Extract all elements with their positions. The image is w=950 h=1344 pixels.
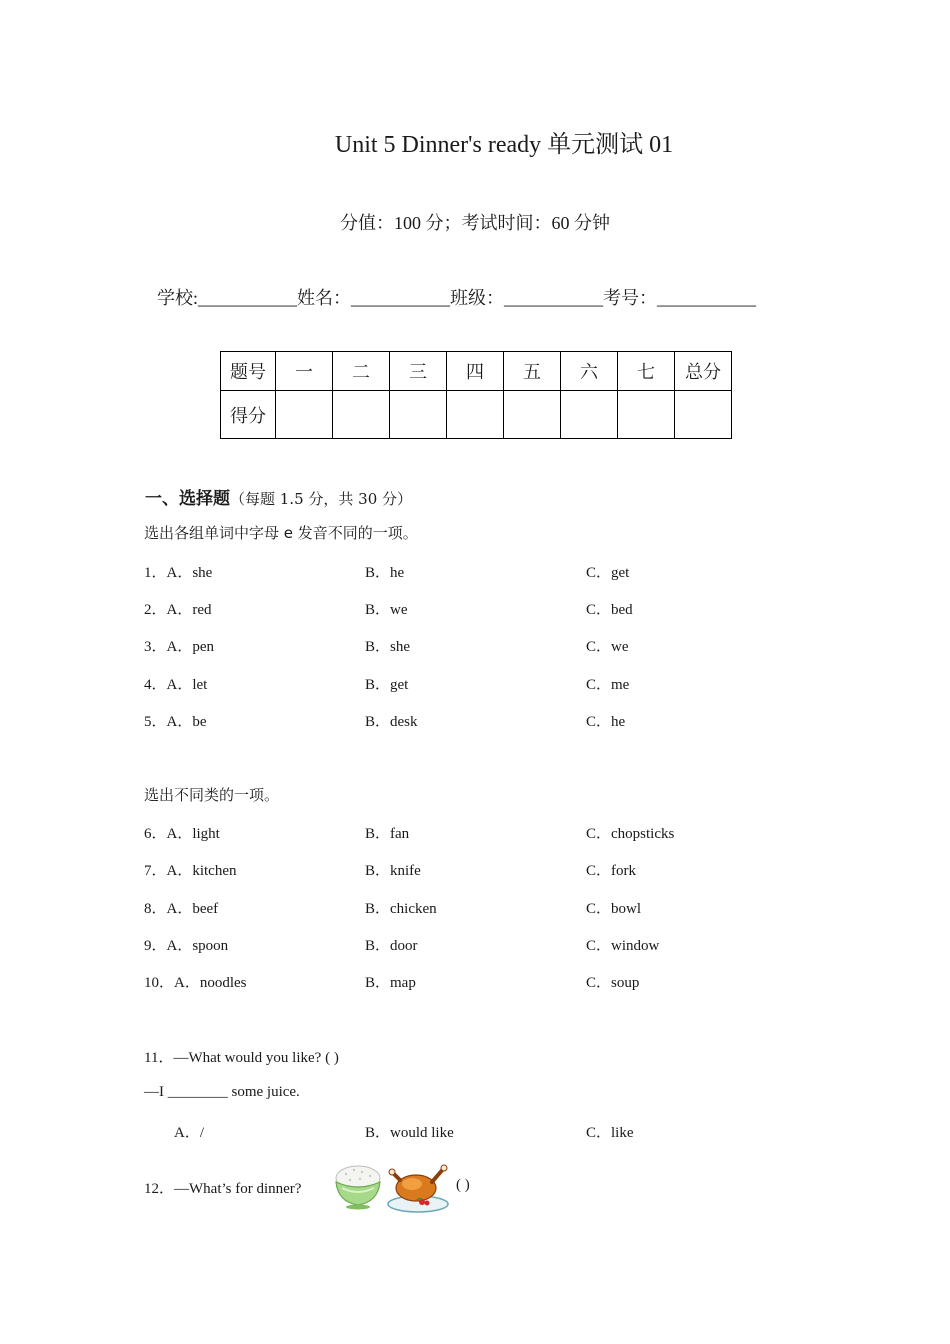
option-c[interactable]: C．bowl xyxy=(586,901,642,917)
option-b[interactable]: B．fan xyxy=(365,826,410,842)
option-c[interactable]: C．bed xyxy=(586,602,633,618)
section-heading-label: 一、选择题 xyxy=(145,489,230,509)
question-11-sentence: —I ________ some juice. xyxy=(144,1084,300,1100)
option-a[interactable]: 3．A．pen xyxy=(144,639,214,655)
option-b[interactable]: B．chicken xyxy=(365,901,437,917)
score-input-cell[interactable] xyxy=(447,391,504,439)
question-12-stem: 12．—What’s for dinner? xyxy=(144,1181,302,1197)
option-c[interactable]: C．like xyxy=(586,1125,634,1141)
student-info-line: 学校:___________姓名：___________班级：___________考号：___________ xyxy=(157,288,756,308)
score-table-cell: 二 xyxy=(333,352,390,391)
score-table-cell: 六 xyxy=(561,352,618,391)
section-heading-note: （每题 1.5 分，共 30 分） xyxy=(230,490,413,508)
option-c[interactable]: C．me xyxy=(586,677,630,693)
instruction-text: 选出各组单词中字母 e 发音不同的一项。 xyxy=(144,524,418,542)
option-c[interactable]: C．we xyxy=(586,639,629,655)
score-input-cell[interactable] xyxy=(390,391,447,439)
option-b[interactable]: B．he xyxy=(365,565,405,581)
score-table-cell: 七 xyxy=(618,352,675,391)
option-b[interactable]: B．would like xyxy=(365,1125,454,1141)
section-heading xyxy=(145,484,412,509)
option-b[interactable]: B．desk xyxy=(365,714,418,730)
score-table-cell: 得分 xyxy=(221,391,276,439)
option-c[interactable]: C．chopsticks xyxy=(586,826,675,842)
option-a[interactable]: 6．A．light xyxy=(144,826,220,842)
option-c[interactable]: C．get xyxy=(586,565,630,581)
score-input-cell[interactable] xyxy=(675,391,732,439)
option-a[interactable]: A．/ xyxy=(174,1125,205,1141)
score-table xyxy=(220,351,732,439)
option-b[interactable]: B．get xyxy=(365,677,409,693)
score-table-cell: 四 xyxy=(447,352,504,391)
question-11-stem: 11．—What would you like? ( ) xyxy=(144,1050,339,1066)
score-input-cell[interactable] xyxy=(618,391,675,439)
score-table-cell: 三 xyxy=(390,352,447,391)
option-b[interactable]: B．we xyxy=(365,602,408,618)
option-c[interactable]: C．soup xyxy=(586,975,640,991)
score-input-cell[interactable] xyxy=(561,391,618,439)
exam-meta: 分值：100 分；考试时间：60 分钟 xyxy=(340,213,610,233)
option-b[interactable]: B．map xyxy=(365,975,416,991)
score-input-cell[interactable] xyxy=(504,391,561,439)
option-a[interactable]: 1．A．she xyxy=(144,565,213,581)
score-input-cell[interactable] xyxy=(333,391,390,439)
roast-chicken-icon xyxy=(386,1160,450,1214)
option-b[interactable]: B．knife xyxy=(365,863,421,879)
option-c[interactable]: C．fork xyxy=(586,863,636,879)
score-table-cell: 一 xyxy=(276,352,333,391)
option-a[interactable]: 9．A．spoon xyxy=(144,938,229,954)
score-table-header-row xyxy=(221,352,732,391)
score-table-score-row xyxy=(221,391,732,439)
option-a[interactable]: 7．A．kitchen xyxy=(144,863,237,879)
score-table-cell: 五 xyxy=(504,352,561,391)
option-a[interactable]: 2．A．red xyxy=(144,602,212,618)
page-title: Unit 5 Dinner's ready 单元测试 01 xyxy=(334,132,674,158)
score-table-cell: 题号 xyxy=(221,352,276,391)
option-a[interactable]: 5．A．be xyxy=(144,714,207,730)
score-input-cell[interactable] xyxy=(276,391,333,439)
answer-blank[interactable]: ( ) xyxy=(456,1177,470,1193)
score-table-cell: 总分 xyxy=(675,352,732,391)
option-c[interactable]: C．he xyxy=(586,714,626,730)
instruction-text: 选出不同类的一项。 xyxy=(144,786,280,804)
option-a[interactable]: 8．A．beef xyxy=(144,901,219,917)
option-b[interactable]: B．she xyxy=(365,639,411,655)
option-b[interactable]: B．door xyxy=(365,938,418,954)
option-a[interactable]: 10．A．noodles xyxy=(144,975,247,991)
rice-bowl-icon xyxy=(332,1158,384,1210)
option-c[interactable]: C．window xyxy=(586,938,660,954)
option-a[interactable]: 4．A．let xyxy=(144,677,208,693)
